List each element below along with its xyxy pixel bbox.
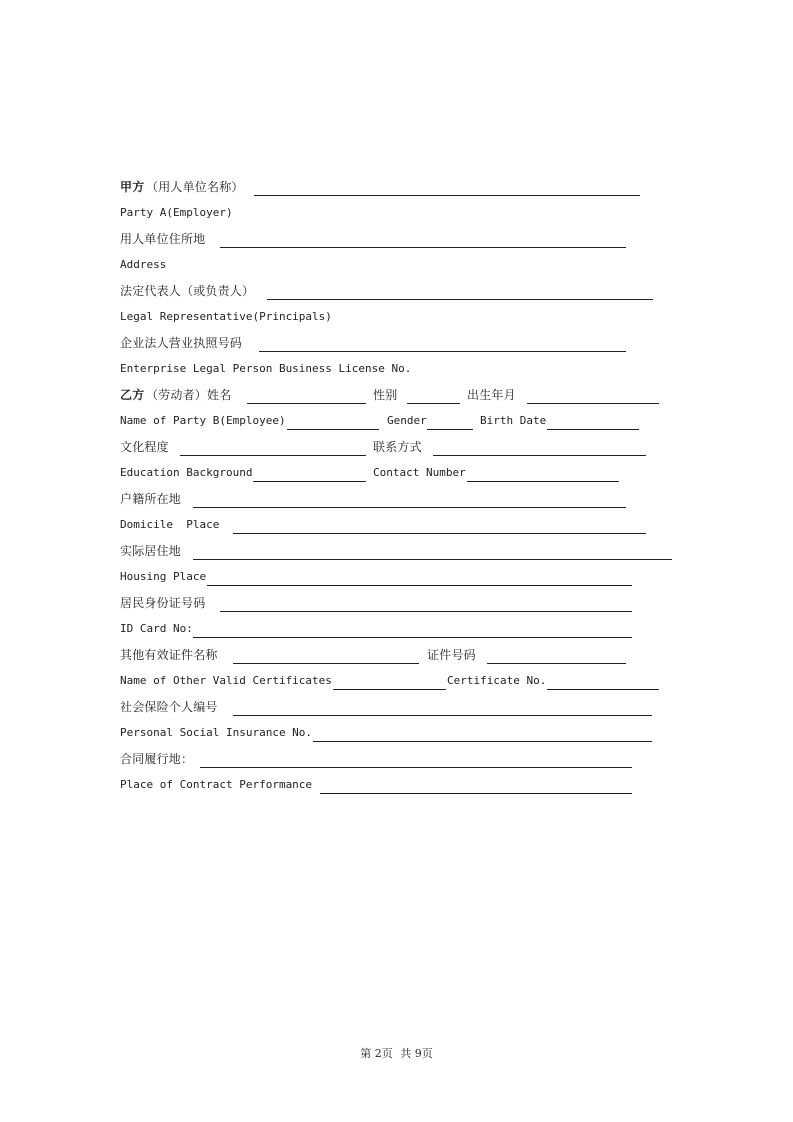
party-b-name-label: （劳动者）姓名 <box>146 388 232 402</box>
contract-place-row <box>120 750 680 776</box>
party-b-gender-en-field[interactable] <box>427 412 473 430</box>
party-b-id-field[interactable] <box>220 594 632 612</box>
party-a-legal-rep-en-row <box>120 308 680 334</box>
party-b-birth-field[interactable] <box>527 386 659 404</box>
party-a-license-en-row <box>120 360 680 386</box>
party-b-housing-en-field[interactable] <box>207 568 632 586</box>
party-b-other-cert-en-field[interactable] <box>333 672 446 690</box>
party-b-domicile-label: 户籍所在地 <box>120 492 182 506</box>
page-number: 第 2页 <box>360 1047 393 1060</box>
party-b-social-en-row <box>120 724 680 750</box>
party-b-contact-en-field[interactable] <box>467 464 619 482</box>
party-b-id-en-row <box>120 620 680 646</box>
contract-place-en: Place of Contract Performance <box>120 778 313 791</box>
party-b-id-en-field[interactable] <box>193 620 632 638</box>
party-b-education-en: Education Background <box>120 466 253 479</box>
party-a-license-label: 企业法人营业执照号码 <box>120 336 243 350</box>
party-b-housing-en: Housing Place <box>120 570 207 583</box>
party-b-education-label: 文化程度 <box>120 440 169 454</box>
party-b-education-field[interactable] <box>180 438 366 456</box>
party-b-domicile-field[interactable] <box>193 490 626 508</box>
party-b-other-cert-field[interactable] <box>233 646 419 664</box>
party-b-gender-label: 性别 <box>373 388 398 402</box>
party-b-education-row <box>120 438 680 464</box>
party-b-contact-field[interactable] <box>433 438 646 456</box>
party-b-housing-field[interactable] <box>193 542 672 560</box>
party-b-id-label: 居民身份证号码 <box>120 596 206 610</box>
party-b-id-row <box>120 594 680 620</box>
contract-place-en-field[interactable] <box>320 776 632 794</box>
party-b-social-row <box>120 698 680 724</box>
party-a-name-label: （用人单位名称） <box>146 180 244 194</box>
party-b-name-en: Name of Party B(Employee) <box>120 414 286 427</box>
page-total: 共 9页 <box>400 1047 433 1060</box>
party-b-domicile-en-field[interactable] <box>233 516 646 534</box>
party-a-address-row <box>120 230 680 256</box>
page-footer <box>0 1045 793 1061</box>
party-b-cert-no-label: 证件号码 <box>427 648 476 662</box>
party-b-id-en: ID Card No: <box>120 622 193 635</box>
party-b-social-en: Personal Social Insurance No. <box>120 726 313 739</box>
party-a-legal-rep-row <box>120 282 680 308</box>
party-a-name-row <box>120 178 680 204</box>
party-b-birth-label: 出生年月 <box>467 388 516 402</box>
contract-place-en-row <box>120 776 680 802</box>
party-b-other-cert-en: Name of Other Valid Certificates <box>120 674 332 687</box>
party-b-domicile-row <box>120 490 680 516</box>
party-b-other-cert-row <box>120 646 680 672</box>
party-b-social-field[interactable] <box>233 698 652 716</box>
party-b-contact-label: 联系方式 <box>373 440 422 454</box>
contract-place-label: 合同履行地： <box>120 752 194 766</box>
party-a-address-en-row <box>120 256 680 282</box>
party-b-name-row <box>120 386 680 412</box>
party-a-name-en: Party A(Employer) <box>120 206 233 219</box>
party-b-cert-no-en: Certificate No. <box>447 674 547 687</box>
party-a-name-en-row <box>120 204 680 230</box>
party-b-cert-no-en-field[interactable] <box>547 672 659 690</box>
party-b-contact-en: Contact Number <box>373 466 466 479</box>
party-b-housing-row <box>120 542 680 568</box>
party-b-gender-field[interactable] <box>407 386 460 404</box>
party-b-domicile-en-row <box>120 516 680 542</box>
party-b-birth-en-field[interactable] <box>547 412 639 430</box>
party-b-other-cert-en-row <box>120 672 680 698</box>
party-b-birth-en: Birth Date <box>480 414 547 427</box>
party-a-license-en: Enterprise Legal Person Business License No. <box>120 362 412 375</box>
party-a-address-label: 用人单位住所地 <box>120 232 206 246</box>
party-a-address-en: Address <box>120 258 167 271</box>
party-a-legal-rep-label: 法定代表人（或负责人） <box>120 284 255 298</box>
party-b-other-cert-label: 其他有效证件名称 <box>120 648 218 662</box>
party-b-name-en-row <box>120 412 680 438</box>
party-b-domicile-en: Domicile Place <box>120 518 220 531</box>
party-a-heading: 甲方 <box>120 180 145 194</box>
contract-form <box>120 178 680 802</box>
party-a-legal-rep-en: Legal Representative(Principals) <box>120 310 332 323</box>
party-b-housing-label: 实际居住地 <box>120 544 182 558</box>
party-b-name-en-field[interactable] <box>287 412 379 430</box>
party-b-gender-en: Gender <box>387 414 427 427</box>
party-b-cert-no-field[interactable] <box>487 646 626 664</box>
party-a-address-field[interactable] <box>220 230 626 248</box>
party-b-name-field[interactable] <box>247 386 366 404</box>
party-b-heading: 乙方 <box>120 388 145 402</box>
party-a-legal-rep-field[interactable] <box>267 282 653 300</box>
party-b-social-en-field[interactable] <box>313 724 652 742</box>
party-b-education-en-row <box>120 464 680 490</box>
party-b-education-en-field[interactable] <box>253 464 366 482</box>
party-b-housing-en-row <box>120 568 680 594</box>
party-b-social-label: 社会保险个人编号 <box>120 700 218 714</box>
party-a-license-field[interactable] <box>259 334 626 352</box>
contract-place-field[interactable] <box>200 750 632 768</box>
party-a-name-field[interactable] <box>254 178 640 196</box>
party-a-license-row <box>120 334 680 360</box>
